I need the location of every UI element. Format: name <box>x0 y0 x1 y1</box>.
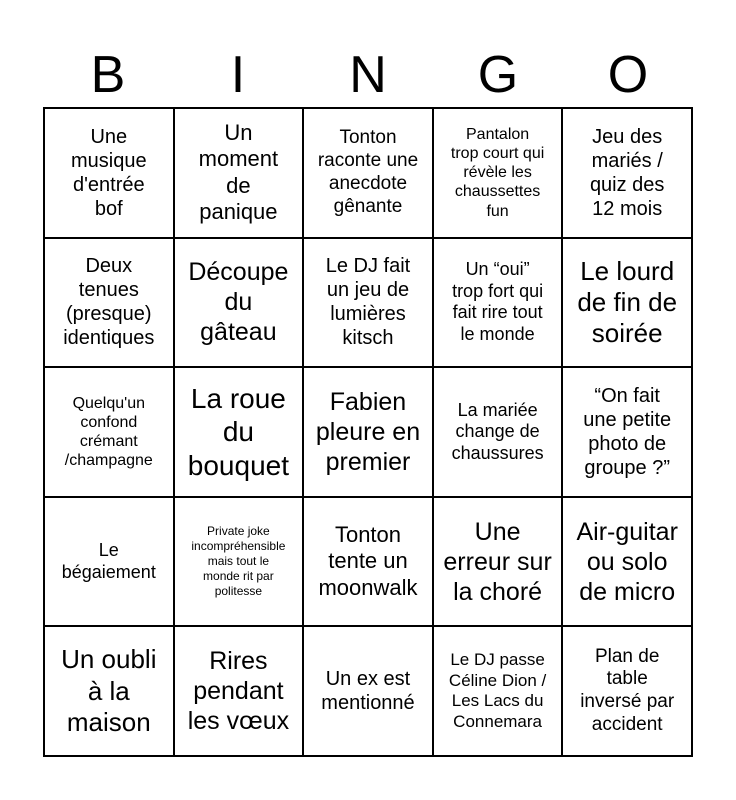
bingo-cell[interactable]: “On fait une petite photo de groupe ?” <box>562 367 692 497</box>
bingo-cell[interactable]: Plan de table inversé par accident <box>562 626 692 756</box>
bingo-cell[interactable]: Le DJ passe Céline Dion / Les Lacs du Connemara <box>433 626 563 756</box>
bingo-cell[interactable]: Une musique d'entrée bof <box>44 108 174 238</box>
bingo-cell[interactable]: Un moment de panique <box>174 108 304 238</box>
bingo-cell[interactable]: Pantalon trop court qui révèle les chaussettes fun <box>433 108 563 238</box>
bingo-cell[interactable]: Un ex est mentionné <box>303 626 433 756</box>
bingo-cell[interactable]: Rires pendant les vœux <box>174 626 304 756</box>
header-letter-g: G <box>477 46 519 104</box>
bingo-cell[interactable]: Une erreur sur la choré <box>433 497 563 627</box>
bingo-cell[interactable]: La mariée change de chaussures <box>433 367 563 497</box>
header-letter-o: O <box>607 46 649 104</box>
bingo-cell[interactable]: Le DJ fait un jeu de lumières kitsch <box>303 238 433 368</box>
bingo-cell[interactable]: Le lourd de fin de soirée <box>562 238 692 368</box>
bingo-cell[interactable]: Deux tenues (presque) identiques <box>44 238 174 368</box>
bingo-cell[interactable]: Air-guitar ou solo de micro <box>562 497 692 627</box>
bingo-cell[interactable]: Tonton raconte une anecdote gênante <box>303 108 433 238</box>
header-letter-b: B <box>90 46 126 104</box>
bingo-cell[interactable]: Un oubli à la maison <box>44 626 174 756</box>
bingo-cell[interactable]: La roue du bouquet <box>174 367 304 497</box>
header-letter-n: N <box>349 46 387 104</box>
bingo-cell[interactable]: Private joke incompréhensible mais tout le monde rit par politesse <box>174 497 304 627</box>
bingo-cell[interactable]: Un “oui” trop fort qui fait rire tout le monde <box>433 238 563 368</box>
bingo-cell[interactable]: Quelqu'un confond crémant /champagne <box>44 367 174 497</box>
bingo-cell[interactable]: Le bégaiement <box>44 497 174 627</box>
bingo-header <box>43 44 693 106</box>
bingo-grid <box>43 107 693 757</box>
bingo-cell[interactable]: Jeu des mariés / quiz des 12 mois <box>562 108 692 238</box>
bingo-cell[interactable]: Découpe du gâteau <box>174 238 304 368</box>
bingo-cell[interactable]: Fabien pleure en premier <box>303 367 433 497</box>
bingo-cell[interactable]: Tonton tente un moonwalk <box>303 497 433 627</box>
header-letter-i: I <box>230 46 246 104</box>
